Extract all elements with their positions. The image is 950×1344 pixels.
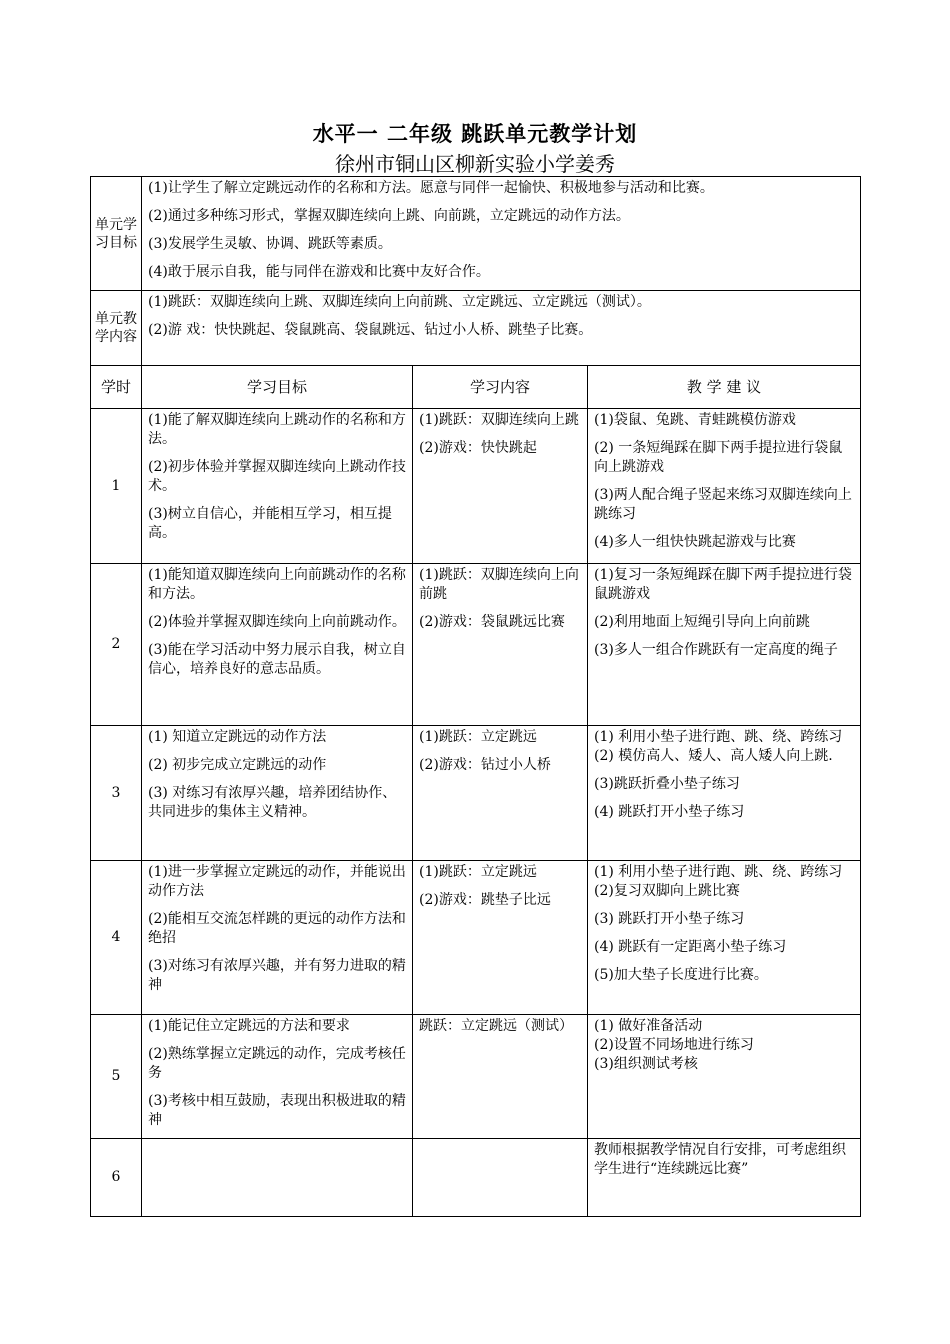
lesson-goals xyxy=(142,861,413,1015)
goal-item: (3)树立自信心，并能相互学习，相互提高。 xyxy=(148,506,392,541)
header-content: 学习内容 xyxy=(413,366,588,409)
goal-item: (2) 初步完成立定跳远的动作 xyxy=(148,757,327,773)
lesson-number: 5 xyxy=(91,1015,142,1139)
unit-content-label: 单元教学内容 xyxy=(91,291,142,366)
goal-item: (3)考核中相互鼓励，表现出积极进取的精神 xyxy=(148,1093,406,1128)
lesson-goals xyxy=(142,1015,413,1139)
lesson-number: 3 xyxy=(91,726,142,861)
goal-item: (1)进一步掌握立定跳远的动作，并能说出动作方法 xyxy=(148,864,406,899)
plan-table xyxy=(90,176,861,1217)
suggestion-item: (2)利用地面上短绳引导向上向前跳 xyxy=(594,614,810,630)
unit-goals-row xyxy=(91,177,861,291)
suggestion-item: (5)加大垫子长度进行比赛。 xyxy=(594,967,768,983)
lesson-row-4 xyxy=(91,861,861,1015)
content-item: (2)游戏：快快跳起 xyxy=(419,440,537,456)
suggestion-item: (3)两人配合绳子竖起来练习双脚连续向上跳练习 xyxy=(594,487,852,522)
lesson-suggestions xyxy=(588,1139,861,1217)
header-suggestions: 教 学 建 议 xyxy=(588,366,861,409)
goal-item: (3) 对练习有浓厚兴趣，培养团结协作、共同进步的集体主义精神。 xyxy=(148,785,397,820)
lesson-content xyxy=(413,564,588,726)
content-item: (1)跳跃：立定跳远 xyxy=(419,729,537,745)
suggestion-item: (3) 跳跃打开小垫子练习 xyxy=(594,911,745,927)
goal-item: (1)能记住立定跳远的方法和要求 xyxy=(148,1018,350,1034)
lesson-content xyxy=(413,1139,588,1217)
suggestion-item: (3)组织测试考核 xyxy=(594,1056,698,1072)
suggestion-item: (1) 做好准备活动 xyxy=(594,1018,703,1034)
suggestion-item: (3)多人一组合作跳跃有一定高度的绳子 xyxy=(594,642,838,658)
content-item: (1)跳跃：双脚连续向上跳 xyxy=(419,412,579,428)
content-item: (2)游戏：跳垫子比远 xyxy=(419,892,551,908)
unit-content-item: (1)跳跃：双脚连续向上跳、双脚连续向上向前跳、立定跳远、立定跳远（测试）。 xyxy=(148,294,651,310)
unit-content-item: (2)游 戏：快快跳起、袋鼠跳高、袋鼠跳远、钻过小人桥、跳垫子比赛。 xyxy=(148,322,593,338)
lesson-content xyxy=(413,726,588,861)
content-item: (1)跳跃：双脚连续向上向前跳 xyxy=(419,567,579,602)
content-item: 跳跃：立定跳远（测试） xyxy=(419,1018,573,1034)
lesson-number: 2 xyxy=(91,564,142,726)
suggestion-item: (1) 利用小垫子进行跑、跳、绕、跨练习 xyxy=(594,729,843,745)
suggestion-item: (1)袋鼠、兔跳、青蛙跳模仿游戏 xyxy=(594,412,796,428)
page-title: 水平一 二年级 跳跃单元教学计划 xyxy=(312,122,638,146)
lesson-content xyxy=(413,861,588,1015)
lesson-goals xyxy=(142,726,413,861)
goal-item: (3)能在学习活动中努力展示自我，树立自信心，培养良好的意志品质。 xyxy=(148,642,406,677)
lesson-goals xyxy=(142,1139,413,1217)
unit-goal-item: (4)敢于展示自我，能与同伴在游戏和比赛中友好合作。 xyxy=(148,264,490,280)
lesson-suggestions xyxy=(588,861,861,1015)
suggestion-item: (4) 跳跃有一定距离小垫子练习 xyxy=(594,939,787,955)
lesson-suggestions xyxy=(588,564,861,726)
lesson-suggestions xyxy=(588,726,861,861)
goal-item: (2)熟练掌握立定跳远的动作，完成考核任务 xyxy=(148,1046,406,1081)
lesson-row-1 xyxy=(91,409,861,564)
header-period: 学时 xyxy=(91,366,142,409)
lesson-content xyxy=(413,1015,588,1139)
content-item: (2)游戏：袋鼠跳远比赛 xyxy=(419,614,565,630)
goal-item: (2)初步体验并掌握双脚连续向上跳动作技术。 xyxy=(148,459,406,494)
lesson-goals xyxy=(142,564,413,726)
suggestion-item: (4)多人一组快快跳起游戏与比赛 xyxy=(594,534,796,550)
lesson-number: 4 xyxy=(91,861,142,1015)
header-goals: 学习目标 xyxy=(142,366,413,409)
suggestion-item: (2) 模仿高人、矮人、高人矮人向上跳. xyxy=(594,748,833,764)
goal-item: (1)能知道双脚连续向上向前跳动作的名称和方法。 xyxy=(148,567,406,602)
lesson-suggestions xyxy=(588,409,861,564)
suggestion-item: 教师根据教学情况自行安排，可考虑组织学生进行“连续跳远比赛” xyxy=(594,1142,846,1177)
lesson-row-6 xyxy=(91,1139,861,1217)
lesson-suggestions xyxy=(588,1015,861,1139)
lesson-number: 6 xyxy=(91,1139,142,1217)
suggestion-item: (2)设置不同场地进行练习 xyxy=(594,1037,754,1053)
suggestion-item: (1)复习一条短绳踩在脚下两手提拉进行袋鼠跳游戏 xyxy=(594,567,852,602)
page-subtitle: 徐州市铜山区柳新实验小学姜秀 xyxy=(335,152,615,176)
lesson-row-3 xyxy=(91,726,861,861)
unit-goal-item: (3)发展学生灵敏、协调、跳跃等素质。 xyxy=(148,236,392,252)
unit-goal-item: (1)让学生了解立定跳远动作的名称和方法。愿意与同伴一起愉快、积极地参与活动和比赛。 xyxy=(148,180,714,196)
content-item: (1)跳跃：立定跳远 xyxy=(419,864,537,880)
unit-goals-label: 单元学习目标 xyxy=(91,177,142,291)
lesson-goals xyxy=(142,409,413,564)
suggestion-item: (1) 利用小垫子进行跑、跳、绕、跨练习 xyxy=(594,864,843,880)
goal-item: (2)能相互交流怎样跳的更远的动作方法和绝招 xyxy=(148,911,406,946)
content-item: (2)游戏：钻过小人桥 xyxy=(419,757,551,773)
suggestion-item: (3)跳跃折叠小垫子练习 xyxy=(594,776,740,792)
lesson-content xyxy=(413,409,588,564)
suggestion-item: (2)复习双脚向上跳比赛 xyxy=(594,883,740,899)
suggestion-item: (4) 跳跃打开小垫子练习 xyxy=(594,804,745,820)
lesson-row-5 xyxy=(91,1015,861,1139)
goal-item: (1) 知道立定跳远的动作方法 xyxy=(148,729,327,745)
lesson-number: 1 xyxy=(91,409,142,564)
goal-item: (1)能了解双脚连续向上跳动作的名称和方法。 xyxy=(148,412,406,447)
header-row xyxy=(91,366,861,409)
goal-item: (3)对练习有浓厚兴趣，并有努力进取的精神 xyxy=(148,958,406,993)
unit-content-cell xyxy=(142,291,861,366)
suggestion-item: (2) 一条短绳踩在脚下两手提拉进行袋鼠向上跳游戏 xyxy=(594,440,843,475)
lesson-row-2 xyxy=(91,564,861,726)
unit-goal-item: (2)通过多种练习形式，掌握双脚连续向上跳、向前跳，立定跳远的动作方法。 xyxy=(148,208,630,224)
goal-item: (2)体验并掌握双脚连续向上向前跳动作。 xyxy=(148,614,406,630)
unit-goals-cell xyxy=(142,177,861,291)
unit-content-row xyxy=(91,291,861,366)
